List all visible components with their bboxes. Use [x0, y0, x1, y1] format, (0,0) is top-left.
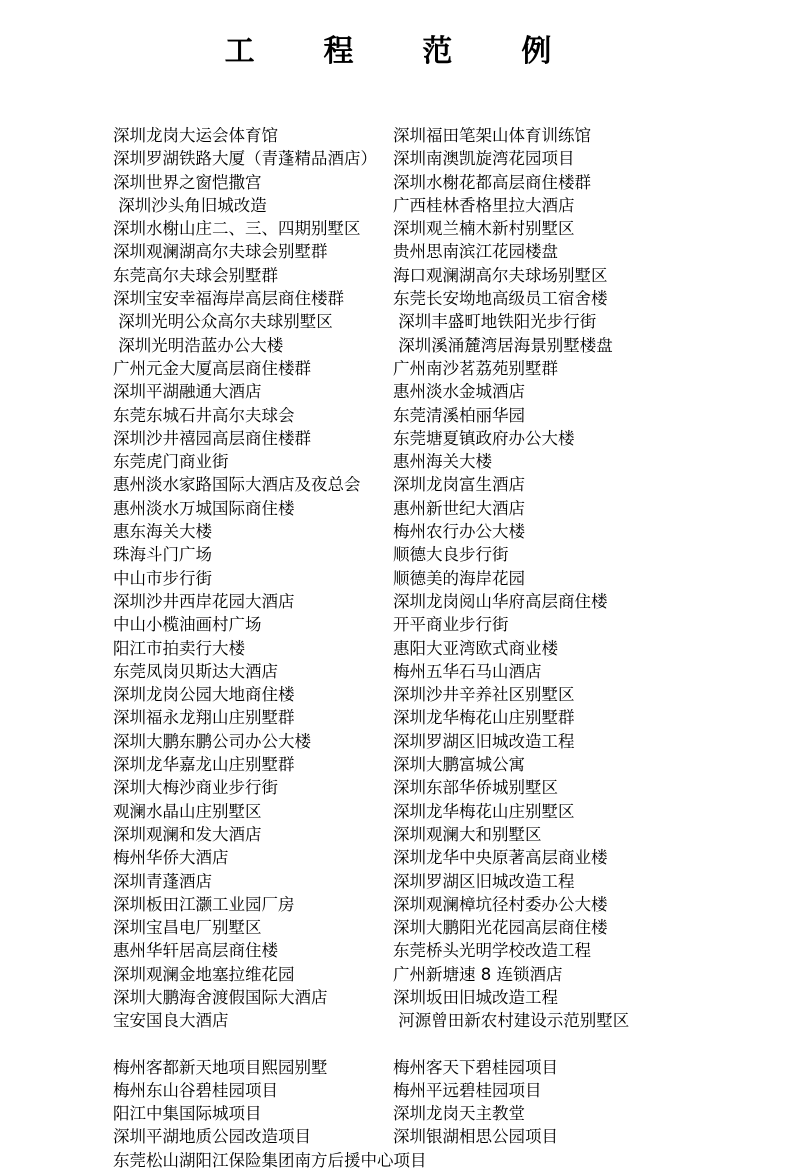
list-item: 河源曾田新农村建设示范别墅区: [393, 1011, 630, 1031]
list-item: 深圳平湖地质公园改造项目: [113, 1127, 311, 1147]
list-item: 深圳溪涌麓湾居海景别墅楼盘: [393, 335, 613, 355]
list-item: 深圳观澜樟坑径村委办公大楼: [393, 894, 608, 914]
list-item: 深圳光明浩蓝办公大楼: [113, 335, 284, 355]
list-item: 深圳龙岗大运会体育馆: [113, 126, 278, 145]
list-item: 深圳宝安幸福海岸高层商住楼群: [113, 289, 344, 309]
list-item: 梅州客天下碧桂园项目: [393, 1057, 558, 1077]
list-item: 中山小榄油画村广场: [113, 615, 262, 635]
list-item: 阳江市拍卖行大楼: [113, 638, 245, 658]
list-item: 深圳观澜和发大酒店: [113, 824, 262, 844]
list-item: 东莞高尔夫球会别墅群: [113, 265, 278, 285]
list-item: 惠东海关大楼: [113, 522, 212, 542]
list-item: 深圳大鹏海舍渡假国际大酒店: [113, 987, 328, 1007]
list-item: 东莞塘夏镇政府办公大楼: [393, 428, 575, 448]
list-item: 广州新塘速 8 连锁酒店: [393, 964, 563, 984]
list-item: 深圳大鹏富城公寓: [393, 755, 525, 775]
list-item: 深圳观澜大和别墅区: [393, 824, 542, 844]
list-item: 惠阳大亚湾欧式商业楼: [393, 638, 558, 658]
list-item: 深圳龙岗富生酒店: [393, 475, 525, 495]
list-item: 深圳水榭花都高层商住楼群: [393, 172, 591, 192]
list-item: 梅州华侨大酒店: [113, 848, 229, 868]
list-item: 深圳沙井禧园高层商住楼群: [113, 428, 311, 448]
list-item: 深圳观澜湖高尔夫球会别墅群: [113, 242, 328, 262]
list-item: 深圳龙岗阅山华府高层商住楼: [393, 591, 608, 611]
list-item: 东莞凤岗贝斯达大酒店: [113, 661, 278, 681]
list-item: 惠州新世纪大酒店: [393, 498, 525, 518]
list-item: 深圳观兰楠木新村别墅区: [393, 219, 575, 239]
list-item: 惠州华轩居高层商住楼: [113, 941, 278, 961]
list-item: 广西桂林香格里拉大酒店: [393, 195, 575, 215]
list-item: 东莞桥头光明学校改造工程: [393, 941, 591, 961]
list-item: 深圳丰盛町地铁阳光步行街: [393, 312, 597, 332]
document-page: [0, 26, 792, 1170]
list-item: 惠州淡水家路国际大酒店及夜总会: [113, 475, 361, 495]
list-item: 东莞清溪柏丽华园: [393, 405, 525, 425]
list-item: 阳江中集国际城项目: [113, 1104, 262, 1124]
list-item: 惠州海关大楼: [393, 452, 492, 472]
list-item: 梅州农行办公大楼: [393, 522, 525, 542]
list-item: 深圳板田江灏工业园厂房: [113, 894, 295, 914]
list-item: 东莞长安坳地高级员工宿舍楼: [393, 289, 608, 309]
list-item: 深圳坂田旧城改造工程: [393, 987, 558, 1007]
list-item: 广州南沙茗荔苑别墅群: [393, 358, 558, 378]
list-item-last: 东莞松山湖阳江保险集团南方后援中心项目: [113, 1150, 427, 1170]
list-item: 惠州淡水金城酒店: [393, 382, 525, 402]
list-item: 深圳龙华梅花山庄别墅区: [393, 801, 575, 821]
list-item: 深圳罗湖区旧城改造工程: [393, 731, 575, 751]
list-item: 深圳大梅沙商业步行街: [113, 778, 278, 798]
list-item: 深圳沙井辛养社区别墅区: [393, 685, 575, 705]
list-item: 深圳龙华中央原著高层商业楼: [393, 848, 608, 868]
list-item: 顺德大良步行街: [393, 545, 509, 565]
list-item: 海口观澜湖高尔夫球场别墅区: [393, 265, 608, 285]
list-item: 深圳观澜金地塞拉维花园: [113, 964, 295, 984]
list-item: 中山市步行街: [113, 568, 212, 588]
list-item: 深圳福田笔架山体育训练馆: [393, 126, 591, 145]
page-title: 工 程 范 例: [224, 34, 568, 69]
list-item: 深圳南澳凯旋湾花园项目: [393, 149, 575, 169]
list-item: 深圳青蓬酒店: [113, 871, 212, 891]
list-item: 深圳世界之窗恺撒宫: [113, 172, 262, 192]
list-item: 深圳大鹏东鹏公司办公大楼: [113, 731, 311, 751]
list-item: 梅州东山谷碧桂园项目: [113, 1080, 278, 1100]
list-item: 深圳龙岗公园大地商住楼: [113, 685, 295, 705]
list-item: 深圳宝昌电厂别墅区: [113, 918, 262, 938]
list-item: 深圳龙华嘉龙山庄别墅群: [113, 755, 295, 775]
section-divider: [113, 1033, 772, 1056]
list-item: 梅州客都新天地项目熙园别墅: [113, 1057, 328, 1077]
document-body: [0, 124, 792, 1172]
list-item: 深圳福永龙翔山庄别墅群: [113, 708, 295, 728]
list-item: 深圳沙头角旧城改造: [113, 195, 267, 215]
list-item: 深圳罗湖区旧城改造工程: [393, 871, 575, 891]
list-item: 开平商业步行街: [393, 615, 509, 635]
list-item: 广州元金大厦高层商住楼群: [113, 358, 311, 378]
list-item: 贵州思南滨江花园楼盘: [393, 242, 558, 262]
list-item: 顺德美的海岸花园: [393, 568, 525, 588]
list-item: 梅州平远碧桂园项目: [393, 1080, 542, 1100]
list-item: 珠海斗门广场: [113, 545, 212, 565]
list-item: 深圳光明公众高尔夫球别墅区: [113, 312, 333, 332]
list-item: 深圳龙华梅花山庄别墅群: [393, 708, 575, 728]
list-item: 深圳银湖相思公园项目: [393, 1127, 558, 1147]
list-item: 东莞虎门商业街: [113, 452, 229, 472]
list-item: 东莞东城石井高尔夫球会: [113, 405, 295, 425]
list-item: 惠州淡水万城国际商住楼: [113, 498, 295, 518]
project-list-second: [113, 1056, 772, 1149]
project-list-main: [113, 124, 772, 1033]
list-item: 深圳平湖融通大酒店: [113, 382, 262, 402]
list-item: 深圳大鹏阳光花园高层商住楼: [393, 918, 608, 938]
list-item: 深圳罗湖铁路大厦（青蓬精品酒店）: [113, 149, 377, 169]
list-item: 深圳东部华侨城别墅区: [393, 778, 558, 798]
list-item: 深圳沙井西岸花园大酒店: [113, 591, 295, 611]
list-item: 观澜水晶山庄别墅区: [113, 801, 262, 821]
list-item: 深圳龙岗天主教堂: [393, 1104, 525, 1124]
list-item: 梅州五华石马山酒店: [393, 661, 542, 681]
list-item: 深圳水榭山庄二、三、四期别墅区: [113, 219, 361, 239]
list-item: 宝安国良大酒店: [113, 1011, 229, 1031]
